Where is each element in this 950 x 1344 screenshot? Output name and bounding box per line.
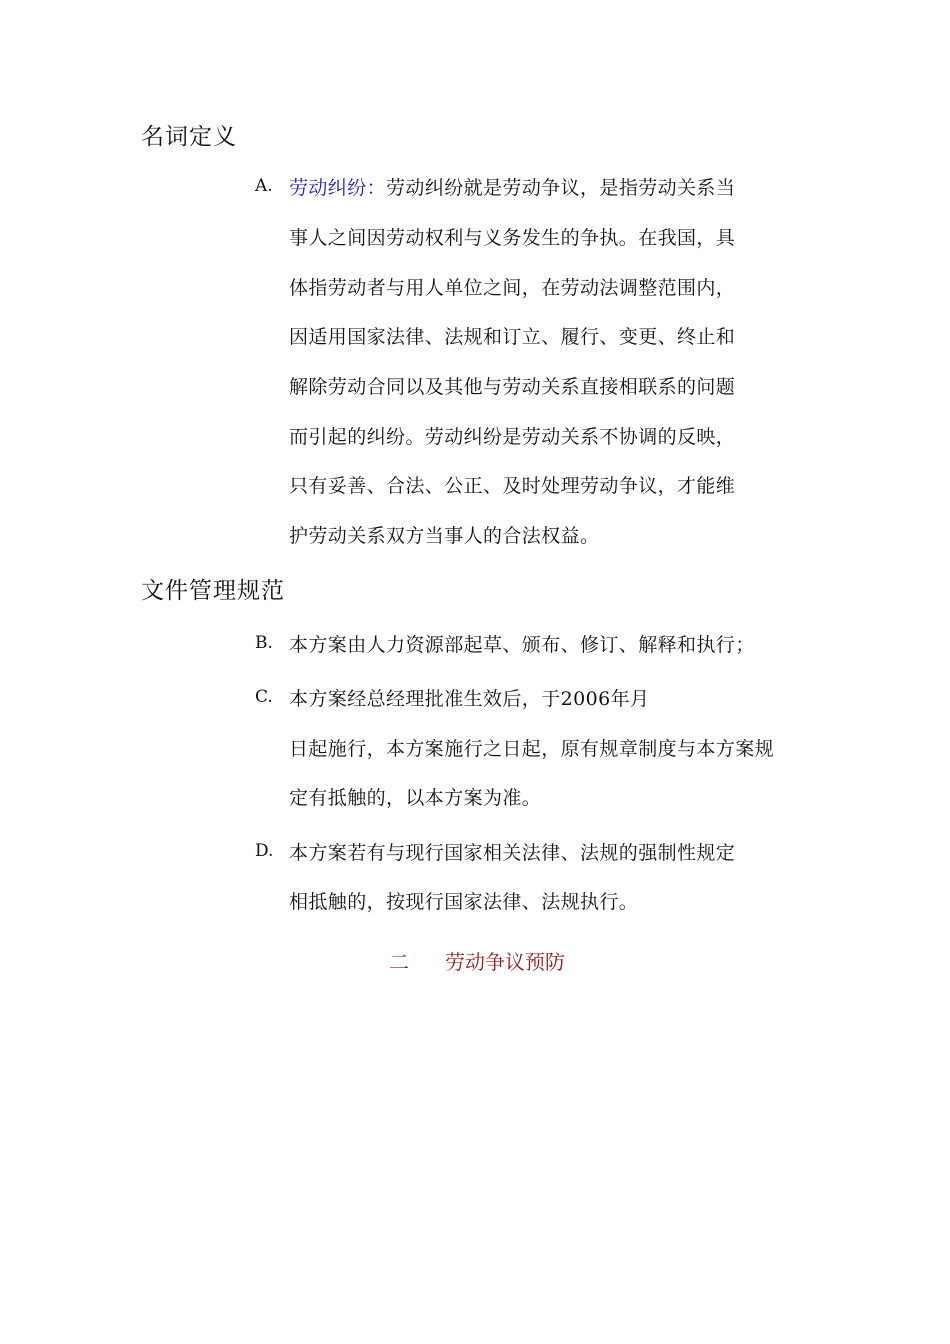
section-two-title: 劳动争议预防 [445,950,565,974]
item-a-line-3: 体指劳动者与用人单位之间，在劳动法调整范围内， [289,277,736,299]
item-c-line-2: 日起施行，本方案施行之日起，原有规章制度与本方案规 [289,738,775,760]
item-c-line-1 [289,684,649,711]
item-c-text-post: 年月 [610,688,650,710]
section-two-number: 二 [389,950,409,974]
item-a-line-8: 护劳动关系双方当事人的合法权益。 [289,525,600,547]
item-b-marker: B. [255,633,273,653]
item-d-marker: D. [255,841,274,861]
item-b-line-1: 本方案由人力资源部起草、颁布、修订、解释和执行； [289,634,755,656]
item-d-line-1: 本方案若有与现行国家相关法律、法规的强制性规定 [289,842,736,864]
item-c-marker: C. [255,687,273,707]
item-a-line-1 [289,173,735,200]
item-a-line-7: 只有妥善、合法、公正、及时处理劳动争议，才能维 [289,475,736,497]
item-d-line-2: 相抵触的，按现行国家法律、法规执行。 [289,891,639,913]
item-a-marker: A. [255,176,273,196]
item-a-line-4: 因适用国家法律、法规和订立、履行、变更、终止和 [289,326,736,348]
item-c-line-3: 定有抵触的，以本方案为准。 [289,787,542,809]
item-c-year: 2006 [560,688,611,710]
item-a-line-6: 而引起的纠纷。劳动纠纷是劳动关系不协调的反映， [289,426,736,448]
item-c-text-pre: 本方案经总经理批准生效后，于 [289,688,561,710]
file-management-heading: 文件管理规范 [141,578,285,604]
item-a-line-5: 解除劳动合同以及其他与劳动关系直接相联系的问题 [289,376,736,398]
definitions-heading: 名词定义 [141,124,237,150]
item-a-line-2: 事人之间因劳动权利与义务发生的争执。在我国，具 [289,227,736,249]
term-label: 劳动纠纷： [289,177,387,199]
item-a-text: 劳动纠纷就是劳动争议，是指劳动关系当 [386,177,736,199]
